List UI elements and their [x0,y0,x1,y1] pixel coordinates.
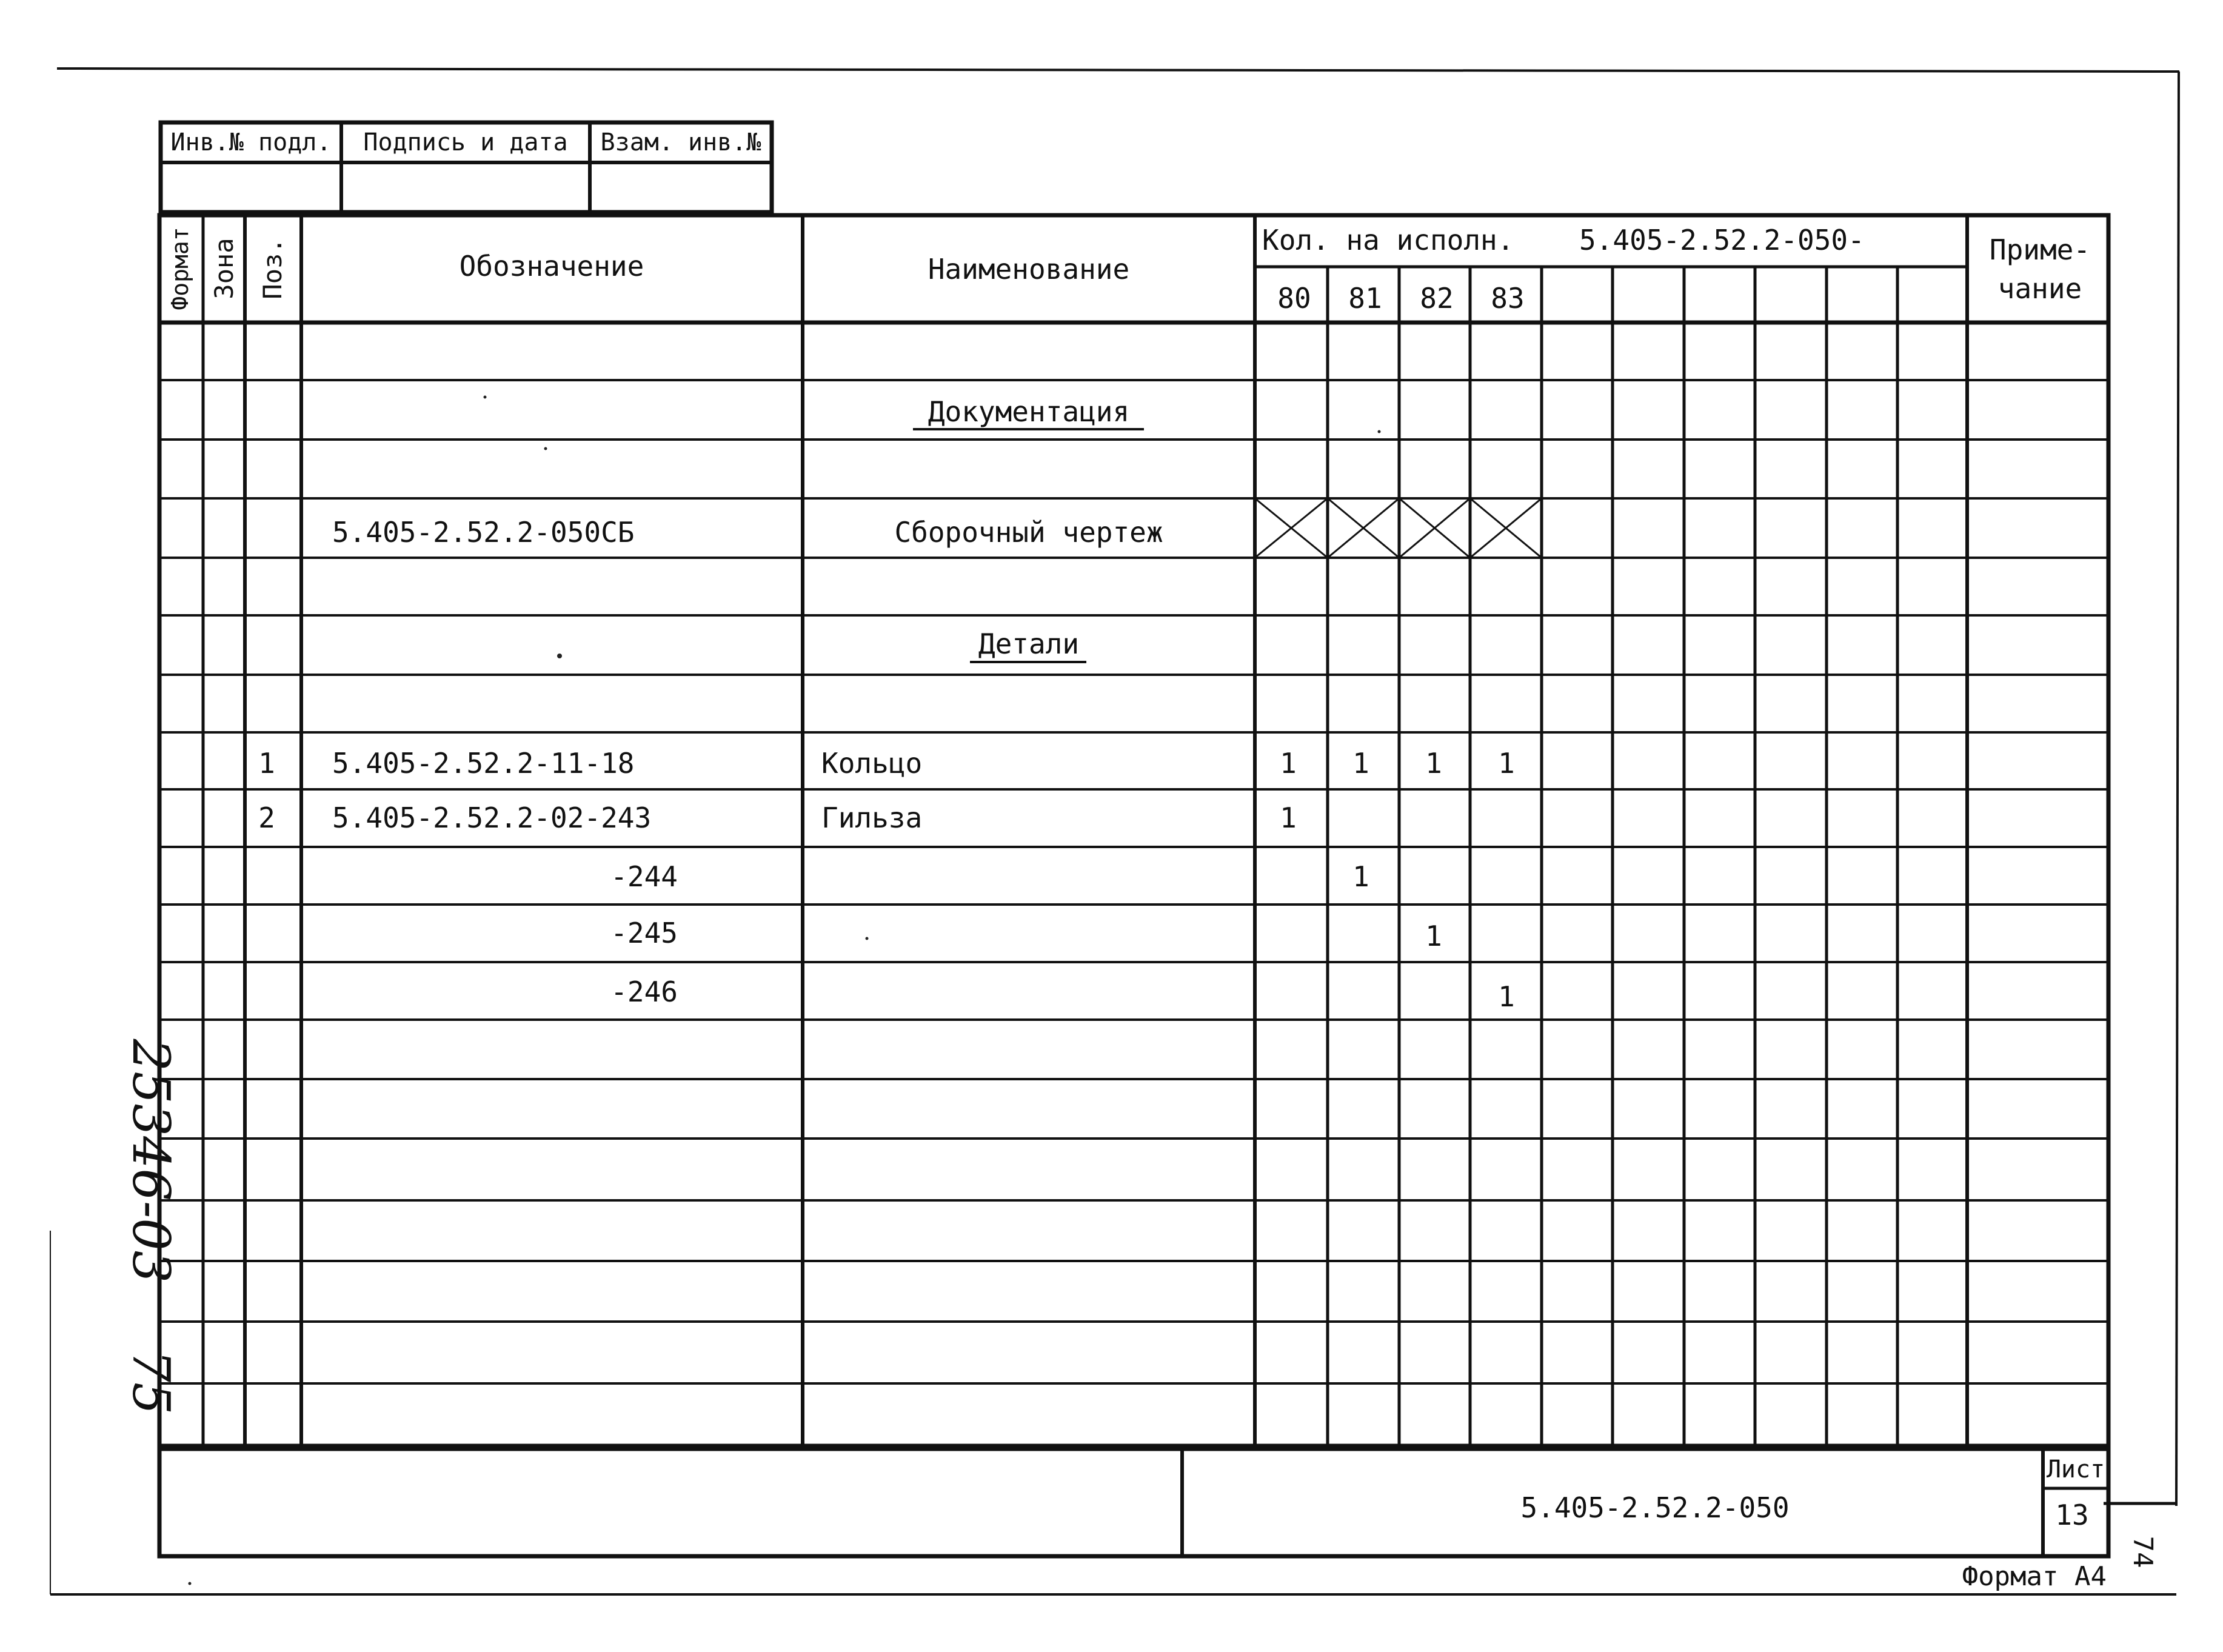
row-assembly-designation: 5.405-2.52.2-050СБ [332,516,635,549]
row-ring-qty-80: 1 [1280,747,1297,780]
header-variant-80: 80 [1277,282,1311,315]
row-ring-designation: 5.405-2.52.2-11-18 [332,747,635,780]
row-v246-designation: -246 [610,975,678,1008]
row-sleeve-pos: 2 [258,801,275,834]
table-row [610,917,1442,952]
row-ring-qty-81: 1 [1352,747,1369,780]
header-prim-line2: чание [1997,272,2082,305]
footer-list-number: 13 [2055,1499,2089,1531]
row-ring-qty-83: 1 [1498,747,1515,780]
row-v245-qty-82: 1 [1425,920,1442,952]
header-variant-81: 81 [1348,282,1382,315]
handwritten-page: 75 [121,1349,181,1415]
header-kol-code: 5.405-2.52.2-050- [1579,224,1865,256]
header-format: Формат [167,227,193,310]
row-assembly-name: Сборочный чертеж [894,516,1163,549]
footer-format-label: Формат А4 [1962,1561,2107,1592]
stamp-podpis-data: Подпись и дата [363,129,568,156]
row-v246-qty-83: 1 [1498,980,1515,1013]
scan-specks [189,396,1381,1585]
header-variant-82: 82 [1420,282,1454,315]
row-v244-designation: -244 [610,860,678,893]
row-sleeve-designation: 5.405-2.52.2-02-243 [332,801,652,834]
row-v245-designation: -245 [610,917,678,949]
row-ring-qty-82: 1 [1425,747,1442,780]
footer-list-label: Лист [2046,1456,2105,1483]
header-prim-line1: Приме- [1989,233,2091,266]
header-kol-label: Кол. на исполн. [1262,224,1514,256]
header-zona: Зона [209,238,239,299]
title-block [159,1449,2108,1556]
row-sleeve-qty-80: 1 [1280,801,1297,834]
row-ring-pos: 1 [258,747,275,780]
footer-doc-code: 5.405-2.52.2-050 [1520,1491,1790,1524]
stamp-inv-podl: Инв.№ подл. [170,129,332,156]
header-poz: Поз. [258,238,287,299]
handwritten-code: 25346-03 [121,1038,181,1283]
row-v244-qty-81: 1 [1352,860,1369,893]
header-naimenovanie: Наименование [928,253,1130,286]
table-row [258,801,1297,834]
section-documentation: Документация [928,395,1130,428]
stamp-vzam-inv: Взам. инв.№ [600,129,761,156]
header-variant-83: 83 [1491,282,1525,315]
table-row [610,975,1515,1013]
page-number-rotated: 74 [2127,1536,2158,1568]
section-details: Детали [978,627,1080,660]
row-sleeve-name: Гильза [821,801,923,834]
table-row [332,498,1542,558]
header-oboznachenie: Обозначение [459,250,644,283]
row-ring-name: Кольцо [821,747,923,780]
